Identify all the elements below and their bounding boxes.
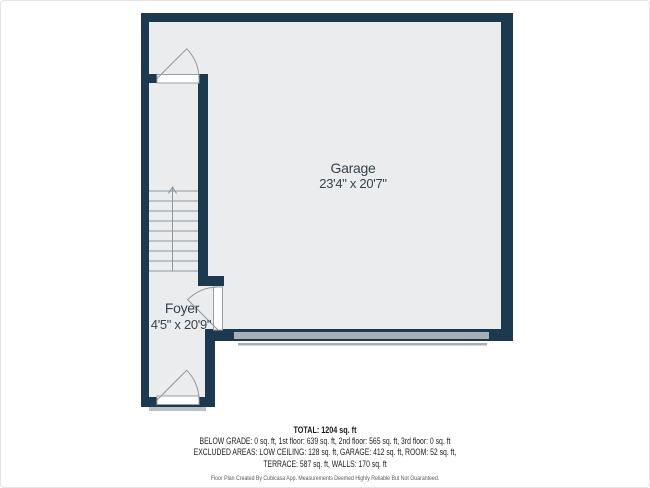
door-threshold-foyer	[214, 287, 223, 330]
area-summary	[1, 425, 649, 482]
wall-top-door-jamb	[149, 74, 157, 83]
wall-interior-stairs	[198, 74, 208, 276]
disclaimer-text: Floor Plan Created By Cubicasa App. Measurements Deemed Highly Reliable But Not Guaranteed.	[210, 475, 440, 483]
wall-foyer-right	[205, 341, 215, 397]
foyer-label: Foyer	[164, 300, 200, 316]
door-threshold-bottom	[157, 396, 199, 405]
foyer-dimensions: 4'5" x 20'9"	[150, 317, 212, 332]
wall-right	[501, 13, 513, 341]
garage-door-outer-line	[238, 343, 487, 346]
bottom-door-outside-step	[149, 407, 206, 411]
floor-breakdown-text: BELOW GRADE: 0 sq. ft, 1st floor: 639 sq. ft, 2nd floor: 565 sq. ft, 3rd floor: 0 sq. ft	[199, 436, 451, 446]
wall-top	[141, 13, 513, 22]
total-area-text: TOTAL: 1204 sq. ft	[293, 425, 357, 435]
door-threshold-top	[157, 75, 199, 84]
wall-foyer-step	[198, 276, 224, 286]
garage-dimensions: 23'4" x 20'7"	[319, 176, 387, 191]
excluded-areas-text-2: TERRACE: 587 sq. ft, WALLS: 170 sq. ft	[263, 458, 387, 469]
floor-plan-drawing	[1, 1, 650, 421]
garage-label: Garage	[330, 160, 376, 176]
excluded-areas-text: EXCLUDED AREAS: LOW CEILING: 128 sq. ft, GARAGE: 412 sq. ft, ROOM: 52 sq. ft,	[193, 447, 457, 458]
wall-left	[141, 13, 149, 407]
garage-door-band	[234, 332, 489, 339]
